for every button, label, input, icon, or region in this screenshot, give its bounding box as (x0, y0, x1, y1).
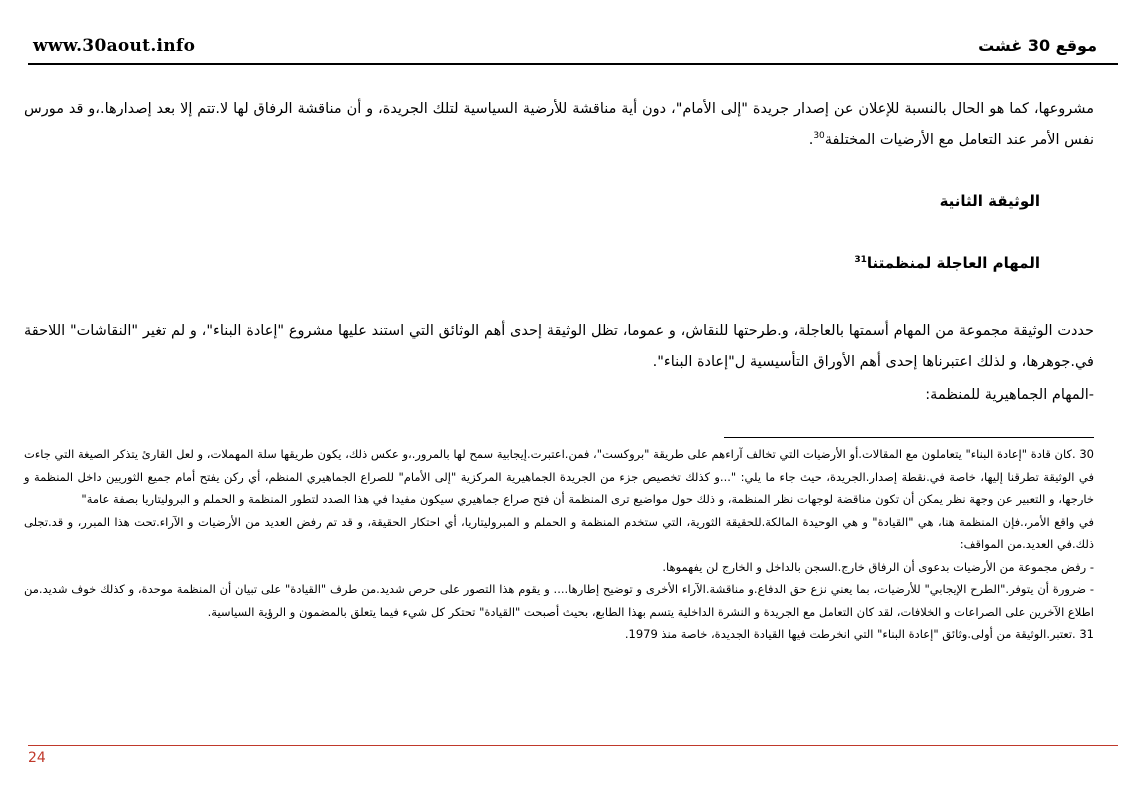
site-url: www.30aout.info (33, 36, 196, 56)
footer-divider (28, 745, 1118, 746)
footnote-30-bullet-2: - ضرورة أن يتوفر."الطرح الإيجابي" للأرضيات، بما يعني نزع حق الدفاع.و مناقشة.الآراء الأخرى و توضيح إطارها.... و يقوم هذا التصور على حرص شديد.من طرف "القيادة" على تبيان أن المنظمة موحدة، و كذلك خوف شديد.من اطلاع الآخرين على الصراعات و الخلافات، لقد كان التعامل مع الجريدة و النشرة الداخلية يتسم بهذا الطابع، بحيث أصبحت "القيادة" تحتكر كل شيء فيما يتعلق بالمضمون و الرؤية السياسية. (24, 582, 1094, 619)
footnote-ref-31[interactable]: 31 (854, 255, 867, 265)
footnote-31: 31 .تعتبر.الوثيقة من أولى.وثائق "إعادة البناء" التي انخرطت فيها القيادة الجديدة، خاصة منذ 1979. (624, 627, 1094, 641)
footnotes-section (24, 443, 1094, 646)
body-paragraph-1: مشروعها، كما هو الحال بالنسبة للإعلان عن إصدار جريدة "إلى الأمام"، دون أية مناقشة للأرضية السياسية لتلك الجريدة، و أن مناقشة الرفاق لها لا.تتم إلا بعد إصدارها.،و قد مورس نفس الأمر عند التعامل مع الأرضيات المختلفة$^{30}$. (24, 101, 1094, 148)
footnote-30-bullet-1: - رفض مجموعة من الأرضيات بدعوى أن الرفاق خارج.السجن بالداخل و الخارج لن يفهموها. (662, 559, 1094, 574)
section-heading-urgent-tasks-text: المهام العاجلة لمنظمتنا (866, 254, 1040, 272)
site-title: موقع 30 غشت (978, 36, 1097, 55)
section-heading-urgent-tasks (854, 254, 1040, 272)
footnote-divider (724, 437, 1094, 438)
section-heading-second-document: الوثيقة الثانية (939, 192, 1040, 210)
body-paragraph-3: -المهام الجماهيرية للمنظمة: (925, 387, 1094, 403)
footnote-30: 30 .كان قادة "إعادة البناء" يتعاملون مع المقالات.أو الأرضيات التي تخالف آراءهم على طريقة "بروكست"، فمن.اعتبرت.إيجابية سمح لها بالمرور.،و عكس ذلك، يكون طريقها سلة المهملات، و لعل القارئ يتذكر الصيغة التي جاءت في الوثيقة تطرقنا إليها، خاصة في.نقطة إصدار.الجريدة، حيث جاء ما يلي: "...و كذلك تخصيص جزء من الجريدة الجماهيرية المركزية "إلى الأمام" للصراع الجماهيري المنظم، أي ركن يفتح أمام جميع الثوريين داخل المنظمة و خارجها، و التعبير عن وجهة نظر يمكن أن تكون مناقضة لوجهات نظر المنظمة، و ذلك حول مواضيع ترى المنظمة أن فتح صراع جماهيري سيكون مفيدا في هذا الصدد لتطور المنظمة و الحملم و البروليتاريا بصفة عامة" (24, 447, 1094, 506)
body-paragraph-1-text: مشروعها، كما هو الحال بالنسبة للإعلان عن إصدار جريدة "إلى الأمام"، دون أية مناقشة للأرضية السياسية لتلك الجريدة، و أن مناقشة الرفاق لها لا.تتم إلا بعد إصدارها.،و قد مورس نفس الأمر عند التعامل مع الأرضيات المختلفة (24, 101, 1094, 148)
page-number: 24 (28, 750, 46, 766)
footnote-ref-30[interactable]: 30 (813, 131, 825, 142)
header-divider (28, 63, 1118, 65)
footnote-30-continued: في واقع الأمر،.فإن المنظمة هنا، هي "القيادة" و هي الوحيدة المالكة.للحقيقة الثورية، التي ستخدم المنظمة و الحملم و المبروليتاريا، أي احتكار الحقيقة، و قد تم رفض العديد من الأرضيات و الآراء.تحت هذا المبرر، و قد.تجلى ذلك.في العديد.من المواقف: (24, 514, 1094, 551)
body-paragraph-2: حددت الوثيقة مجموعة من المهام أسمتها بالعاجلة، و.طرحتها للنقاش، و عموما، تظل الوثيقة إحدى أهم الوثائق التي استند عليها مشروع "إعادة البناء"، و لم تغير "النقاشات" اللاحقة في.جوهرها، و لذلك اعتبرناها إحدى أهم الأوراق التأسيسية ل"إعادة البناء". (24, 323, 1094, 370)
